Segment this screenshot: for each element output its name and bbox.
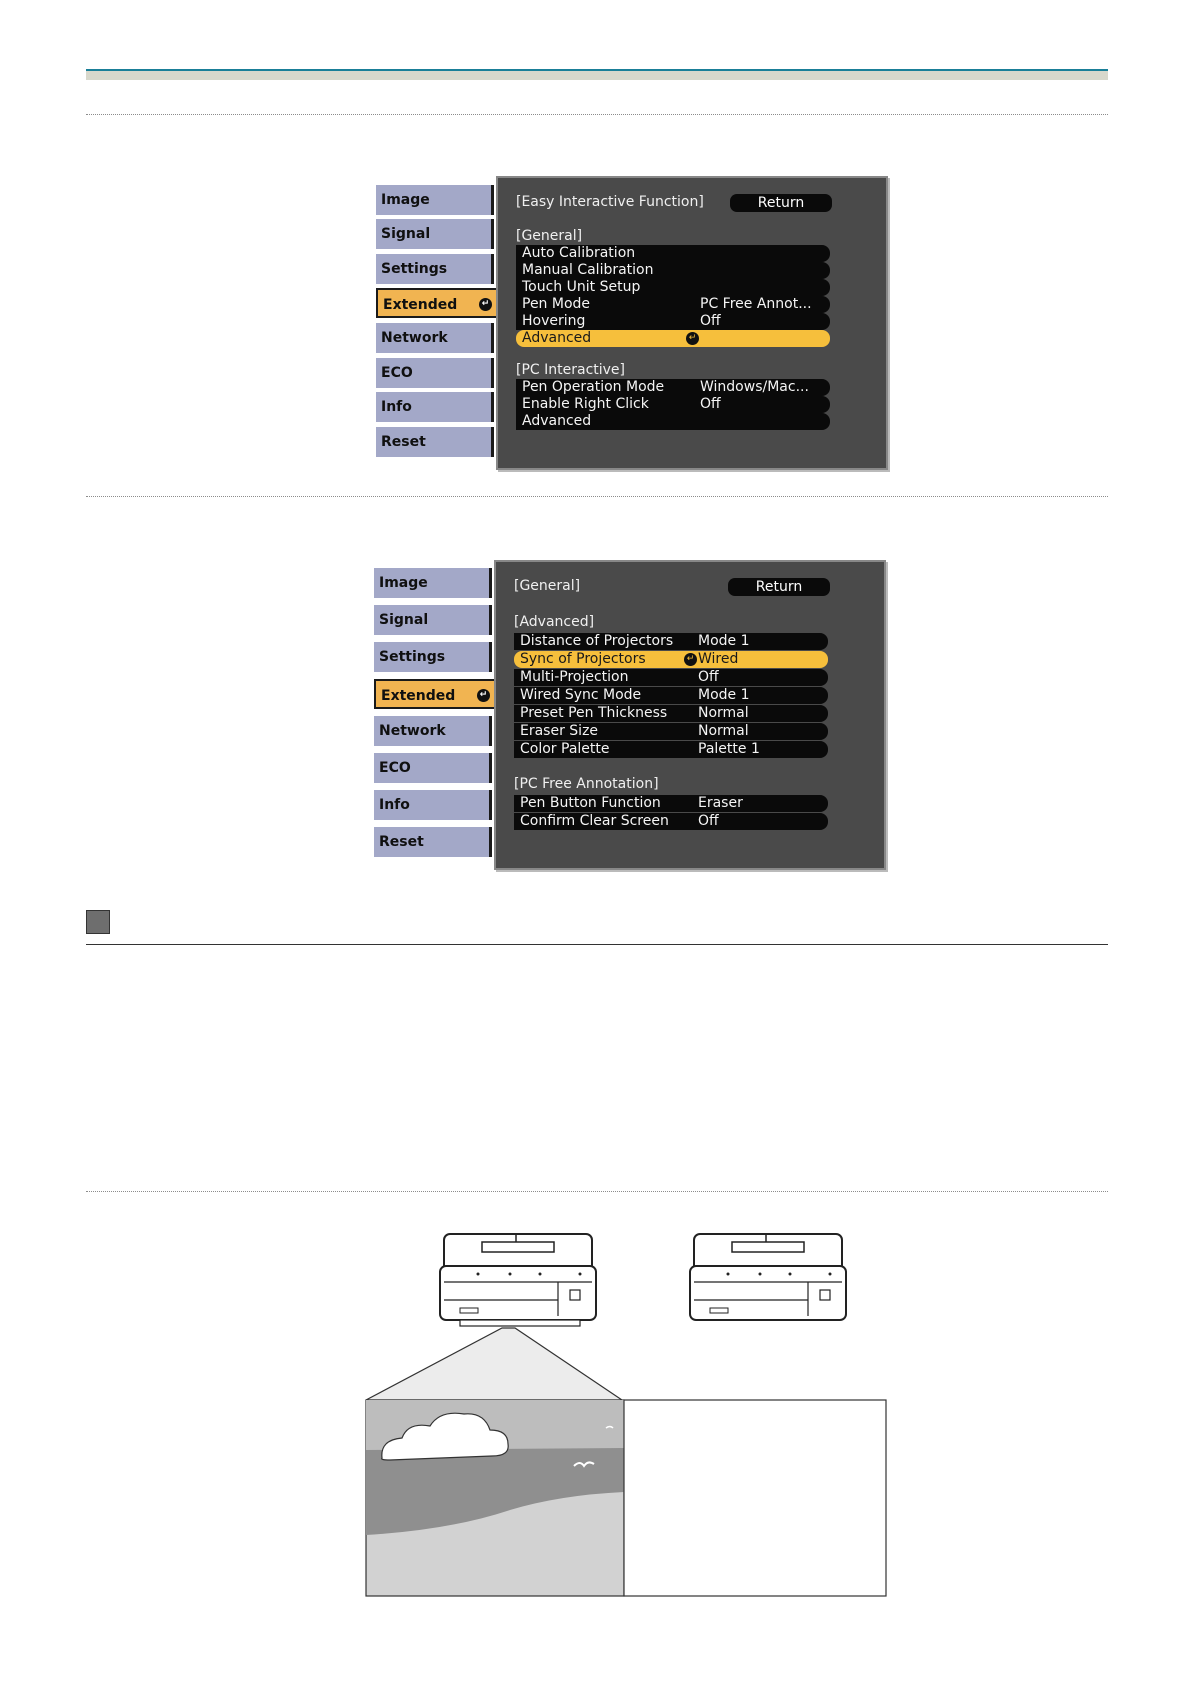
tab-eco[interactable]: ECO <box>374 753 492 783</box>
item-label: Advanced <box>522 413 592 429</box>
tab-extended[interactable] <box>374 679 498 709</box>
item-label: Enable Right Click <box>522 396 649 412</box>
menu-item-distance-of-projectors[interactable] <box>514 633 828 650</box>
enter-icon: ↵ <box>477 689 490 702</box>
dotted-divider <box>86 114 1108 115</box>
header-accent-bar <box>86 69 1108 80</box>
projector-icon <box>440 1234 596 1326</box>
tab-extended[interactable] <box>376 288 500 318</box>
item-label: Auto Calibration <box>522 245 636 261</box>
item-label: Pen Operation Mode <box>522 379 665 395</box>
menu-item-touch-unit-setup[interactable] <box>516 279 830 296</box>
menu-item-pen-mode[interactable] <box>516 296 830 313</box>
item-label: Distance of Projectors <box>520 633 674 649</box>
item-value: Eraser <box>698 795 743 811</box>
tab-image[interactable]: Image <box>376 185 494 215</box>
section-title-pc-interactive: [PC Interactive] <box>516 362 626 378</box>
item-value: Off <box>700 313 721 329</box>
item-label: Eraser Size <box>520 723 599 739</box>
item-label: Preset Pen Thickness <box>520 705 668 721</box>
item-value: Off <box>698 669 719 685</box>
menu-item-wired-sync-mode[interactable] <box>514 687 828 704</box>
tab-reset[interactable]: Reset <box>376 427 494 457</box>
item-label: Color Palette <box>520 741 610 757</box>
item-label: Sync of Projectors <box>520 651 646 667</box>
tab-image[interactable]: Image <box>374 568 492 598</box>
menu-panel <box>496 176 888 470</box>
item-label: Pen Mode <box>522 296 591 312</box>
tab-signal[interactable]: Signal <box>374 605 492 635</box>
menu-item-enable-right-click[interactable] <box>516 396 830 413</box>
item-label: Advanced <box>522 330 592 346</box>
enter-icon: ↵ <box>686 332 699 345</box>
tab-reset[interactable]: Reset <box>374 827 492 857</box>
projection-diagram <box>360 1230 900 1600</box>
item-value: Palette 1 <box>698 741 760 757</box>
tab-label: Extended <box>383 297 458 313</box>
item-value: Normal <box>698 723 749 739</box>
projector-icon <box>690 1234 846 1320</box>
section-title-general: [General] <box>516 228 583 244</box>
item-label: Pen Button Function <box>520 795 661 811</box>
item-label: Manual Calibration <box>522 262 654 278</box>
enter-icon: ↵ <box>684 653 697 666</box>
menu-item-manual-calibration[interactable] <box>516 262 830 279</box>
tab-settings[interactable]: Settings <box>374 642 492 672</box>
menu-panel <box>494 560 886 870</box>
menu-item-eraser-size[interactable] <box>514 723 828 740</box>
item-value: Mode 1 <box>698 633 750 649</box>
projector-menu-advanced <box>374 560 886 870</box>
enter-icon: ↵ <box>479 298 492 311</box>
tab-network[interactable]: Network <box>374 716 492 746</box>
menu-item-hovering[interactable] <box>516 313 830 330</box>
item-label: Multi-Projection <box>520 669 629 685</box>
return-button[interactable]: Return <box>728 578 830 596</box>
menu-header: [Easy Interactive Function] <box>516 194 704 210</box>
item-label: Hovering <box>522 313 586 329</box>
item-label: Confirm Clear Screen <box>520 813 669 829</box>
return-button[interactable]: Return <box>730 194 832 212</box>
projection-screen <box>366 1400 886 1596</box>
tab-eco[interactable]: ECO <box>376 358 494 388</box>
projector-menu-easy-interactive <box>376 176 888 470</box>
tab-network[interactable]: Network <box>376 323 494 353</box>
menu-item-multi-projection[interactable] <box>514 669 828 686</box>
item-value: Off <box>698 813 719 829</box>
item-value: Wired <box>698 651 739 667</box>
section-title-advanced: [Advanced] <box>514 614 595 630</box>
item-value: PC Free Annot... <box>700 296 812 312</box>
item-value: Windows/Mac... <box>700 379 809 395</box>
menu-item-auto-calibration[interactable] <box>516 245 830 262</box>
dotted-divider <box>86 496 1108 497</box>
menu-item-confirm-clear-screen[interactable] <box>514 813 828 830</box>
menu-item-color-palette[interactable] <box>514 741 828 758</box>
menu-item-pc-advanced[interactable] <box>516 413 830 430</box>
item-label: Touch Unit Setup <box>522 279 641 295</box>
menu-item-sync-of-projectors-selected[interactable] <box>514 651 828 668</box>
tab-settings[interactable]: Settings <box>376 254 494 284</box>
tab-info[interactable]: Info <box>374 790 492 820</box>
section-rule <box>86 944 1108 945</box>
section-marker <box>86 910 110 934</box>
tab-info[interactable]: Info <box>376 392 494 422</box>
item-value: Normal <box>698 705 749 721</box>
menu-item-pen-button-function[interactable] <box>514 795 828 812</box>
projection-beam <box>366 1328 622 1400</box>
section-title-pc-free-annotation: [PC Free Annotation] <box>514 776 659 792</box>
dotted-divider <box>86 1191 1108 1192</box>
tab-label: Extended <box>381 688 456 704</box>
item-value: Off <box>700 396 721 412</box>
menu-item-preset-pen-thickness[interactable] <box>514 705 828 722</box>
item-value: Mode 1 <box>698 687 750 703</box>
menu-item-advanced-selected[interactable] <box>516 330 830 347</box>
item-label: Wired Sync Mode <box>520 687 642 703</box>
menu-header: [General] <box>514 578 581 594</box>
menu-item-pen-operation-mode[interactable] <box>516 379 830 396</box>
tab-signal[interactable]: Signal <box>376 219 494 249</box>
